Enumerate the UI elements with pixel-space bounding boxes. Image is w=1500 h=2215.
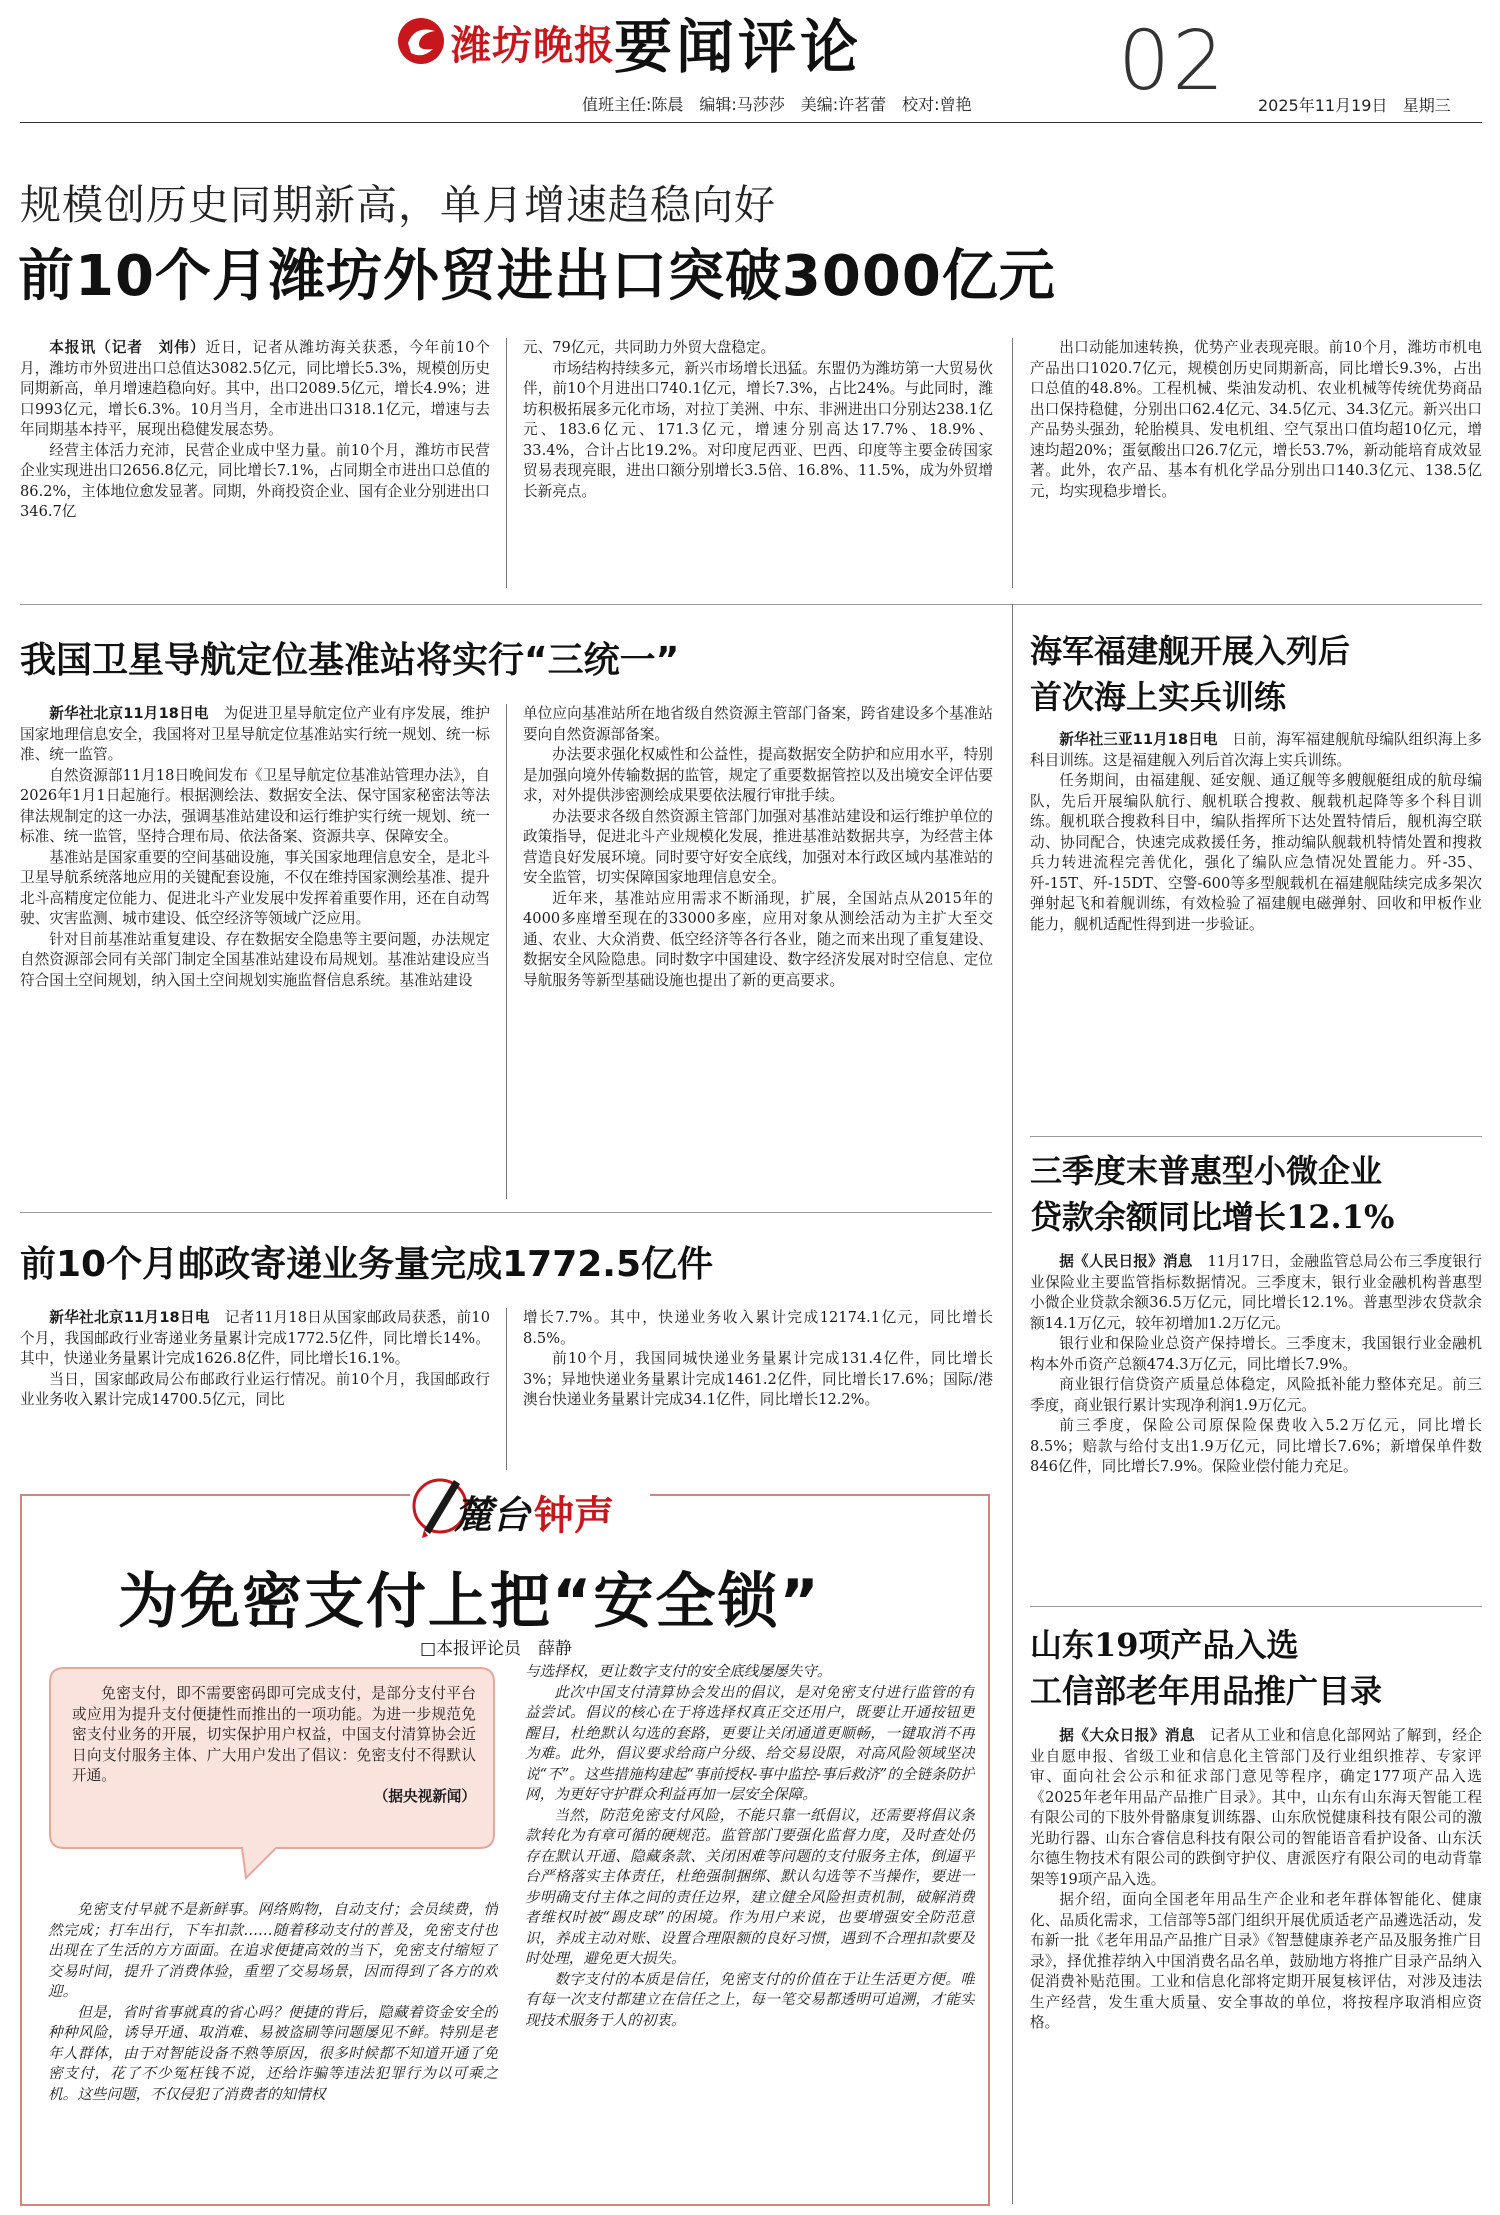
date-text: 2025年11月19日 [1258, 96, 1388, 115]
quote-box-source: （据央视新闻） [373, 1787, 476, 1805]
column-logo [410, 1470, 650, 1540]
staff-line: 值班主任:陈晨 编辑:马莎莎 美编:许茗蕾 校对:曾艳 [582, 95, 972, 114]
story2-c1-p3: 基准站是国家重要的空间基础设施，事关国家地理信息安全，是北斗卫星导航系统落地应用的关键配套设施，不仅在维持国家测绘基准、提升北斗高精度定位能力、促进北斗产业发展中发挥着重要作用，还在自动驾驶、灾害监测、城市建设、低空经济等领域广泛应用。 [20, 848, 490, 927]
side3 [1030, 1622, 1482, 2204]
commentary-c1-p1: 免密支付早就不是新鲜事。网络购物，自动支付；会员续费，悄然完成；打车出行，下车扣款……随着移动支付的普及，免密支付也出现在了生活的方方面面。在追求便捷高效的当下，免密支付缩短了交易时间，提升了消费体验，重塑了交易场景，因而得到了各方的欢迎。 [48, 1901, 498, 2000]
column-name-b: 钟声 [534, 1493, 614, 1539]
column-name-a: 麓台 [454, 1493, 531, 1537]
lead-headline: 前10个月潍坊外贸进出口突破3000亿元 [18, 244, 1056, 309]
story3-headline: 前10个月邮政寄递业务量完成1772.5亿件 [20, 1244, 714, 1285]
story2-c1-p2: 自然资源部11月18日晚间发布《卫星导航定位基准站管理办法》，自2026年1月1日起施行。根据测绘法、数据安全法、保守国家秘密法等法律法规制定的这一办法，强调基准站建设和运行维护实行统一规划、统一标准、统一监管，坚持合理布局、依法备案、资源共享、保障安全。 [20, 766, 490, 845]
story2-divider [506, 704, 507, 1199]
story2-bottom-rule [20, 1212, 992, 1213]
commentary-headline: 为免密支付上把“安全锁” [118, 1567, 821, 1637]
side1-dateline: 新华社三亚11月18日电 [1059, 731, 1218, 748]
story3-col-2 [523, 1308, 993, 1478]
masthead [0, 0, 1500, 120]
page-number: 02 [1118, 14, 1227, 109]
side2-bottom-rule [1030, 1606, 1482, 1607]
side2-p3: 商业银行信贷资产质量总体稳定，风险抵补能力整体充足。前三季度，商业银行累计实现净利润1.9万亿元。 [1030, 1376, 1482, 1414]
logo-text: 潍坊晚报 [451, 23, 615, 69]
lead-c1-p2: 经营主体活力充沛，民营企业成中坚力量。前10个月，潍坊市民营企业实现进出口2656.8亿元，同比增长7.1%，占同期全市进出口总值的86.2%，主体地位愈发显著。同期，外商投资企业、国有企业分别进出口346.7亿 [20, 441, 490, 520]
lead-c3-p1: 出口动能加速转换，优势产业表现亮眼。前10个月，潍坊市机电产品出口1020.7亿元，规模创历史同期新高，同比增长9.3%，占出口总值的48.8%。工程机械、柴油发动机、农业机械等传统优势商品出口保持稳健，分别出口62.4亿元、34.5亿元、34.3亿元。新兴出口产品势头强劲，轮胎模具、发电机组、空气泵出口值均超10亿元，增速均超20%；蛋氨酸出口26.7亿元，增长53.7%，新动能培育成效显著。此外，农产品、基本有机化学品分别出口140.3亿元、138.5亿元，均实现稳步增长。 [1030, 339, 1482, 500]
lead-c2-p2: 市场结构持续多元，新兴市场增长迅猛。东盟仍为潍坊第一大贸易伙伴，前10个月进出口740.1亿元，增长7.3%，占比24%。与此同时，潍坊积极拓展多元化市场，对拉丁美洲、中东、非洲进出口分别达238.1亿元、183.6亿元、171.3亿元，增速分别高达17.7%、18.9%、33.4%，合计占比19.2%。对印度尼西亚、巴西、印度等主要金砖国家贸易表现亮眼，进出口额分别增长3.5倍、16.8%、11.5%，成为外贸增长新亮点。 [523, 359, 993, 500]
weekday-text: 星期三 [1402, 96, 1451, 115]
masthead-rule [20, 122, 1482, 123]
commentary-c1-p2: 但是，省时省事就真的省心吗？便捷的背后，隐藏着资金安全的种种风险，诱导开通、取消难、易被盗刷等问题屡见不鲜。特别是老年人群体，由于对智能设备不熟等原因，很多时候都不知道开通了免密支付，花了不少冤枉钱不说，还给诈骗等违法犯罪行为以可乘之机。这些问题，不仅侵犯了消费者的知情权 [48, 2003, 498, 2103]
story3-dateline: 新华社北京11月18日电 [49, 1309, 210, 1326]
lead-kicker: 规模创历史同期新高，单月增速趋稳向好 [20, 181, 776, 229]
commentary-c2-p4: 数字支付的本质是信任，免密支付的价值在于让生活更方便。唯有每一次支付都建立在信任之上，每一笔交易都透明可追溯，才能实现技术服务于人的初衷。 [525, 1970, 975, 2029]
side1-headline-l1: 海军福建舰开展入列后 [1030, 632, 1351, 670]
side1-p2: 任务期间，由福建舰、延安舰、通辽舰等多艘舰艇组成的航母编队，先后开展编队航行、舰机联合搜救、舰载机起降等多个科目训练。舰机联合搜救科目中，编队指挥所下达处置特情后，舰机海空联动、协同配合，快速完成救援任务，推动编队舰载机特情处置和搜救兵力转进流程完善优化，强化了编队应急情况处置能力。歼-35、歼-15T、歼-15DT、空警-600等多型舰载机在福建舰陆续完成多架次弹射起飞和着舰训练，有效检验了福建舰电磁弹射、回收和甲板作业能力，舰机适配性得到进一步验证。 [1030, 772, 1482, 933]
story3-c1-p1: 记者11月18日从国家邮政局获悉，前10个月，我国邮政行业寄递业务量累计完成1772.5亿件，同比增长14%。其中，快递业务量累计完成1626.8亿件，同比增长16.1%。 [20, 1309, 490, 1367]
side2-p1: 11月17日，金融监管总局公布三季度银行业保险业主要监管指标数据情况。三季度末，银行业金融机构普惠型小微企业贷款余额36.5万亿元，同比增长12.1%。普惠型涉农贷款余额14.1万亿元，较年初增加1.2万亿元。 [1030, 1253, 1482, 1332]
story2-c2-p3: 办法要求各级自然资源主管部门加强对基准站建设和运行维护单位的政策指导，促进北斗产业规模化发展，推进基准站数据共享，为经营主体营造良好发展环境。同时要守好安全底线，加强对本行政区域内基准站的安全监管，切实保障国家地理信息安全。 [523, 807, 993, 886]
section-title: 要闻评论 [614, 13, 863, 81]
lead-c1-p1: 近日，记者从潍坊海关获悉，今年前10个月，潍坊市外贸进出口总值达3082.5亿元，同比增长5.3%，规模创历史同期新高，单月增速趋稳向好。其中，出口2089.5亿元，增长4.9%；进口993亿元，增长6.3%。10月当月，全市进出口318.1亿元，增速与去年同期基本持平，展现出稳健发展态势。 [20, 339, 490, 438]
story3-c2-p1: 增长7.7%。其中，快递业务收入累计完成12174.1亿元，同比增长8.5%。 [523, 1309, 993, 1347]
side2-p2: 银行业和保险业总资产保持增长。三季度末，我国银行业金融机构本外币资产总额474.3万亿元，同比增长7.9%。 [1030, 1335, 1482, 1373]
logo [395, 12, 620, 68]
side2-p4: 前三季度，保险公司原保险保费收入5.2万亿元，同比增长8.5%；赔款与给付支出1.9万亿元，同比增长7.6%；新增保单件数846亿件，同比增长7.9%。保险业偿付能力充足。 [1030, 1417, 1482, 1475]
side1-headline-l2: 首次海上实兵训练 [1030, 678, 1287, 716]
story3-c2-p2: 前10个月，我国同城快递业务量累计完成131.4亿件，同比增长3%；异地快递业务量累计完成1461.2亿件，同比增长17.6%；国际/港澳台快递业务量累计完成34.1亿件，同比增长12.2%。 [523, 1350, 993, 1408]
story3-divider [506, 1308, 507, 1478]
commentary-col-1 [48, 1900, 498, 2200]
lead-col-3 [1030, 338, 1482, 588]
sidebar-divider [1012, 604, 1013, 2204]
side3-p2: 据介绍，面向全国老年用品生产企业和老年群体智能化、健康化、品质化需求，工信部等5部门组织开展优质适老产品遴选活动，发布新一批《老年用品产品推广目录》《智慧健康养老产品及服务推广目录》，择优推荐纳入中国消费名品名单，鼓励地方将推广目录产品纳入促消费补贴范围。工业和信息化部将定期开展复核评估，对涉及违法生产经营，发生重大质量、安全事故的单位，将按程序取消相应资格。 [1030, 1891, 1482, 2031]
side2 [1030, 1148, 1482, 1636]
story2-c1-p4: 针对目前基准站重复建设、存在数据安全隐患等主要问题，办法规定自然资源部会同有关部门制定全国基准站建设布局规划。基准站建设应当符合国土空间规划，纳入国土空间规划实施监督信息系统。基准站建设 [20, 930, 490, 989]
lead-c2-p1: 元、79亿元，共同助力外贸大盘稳定。 [523, 339, 776, 356]
story3-col-1 [20, 1308, 490, 1478]
lead-divider-1 [506, 338, 507, 588]
lead-col-2 [523, 338, 993, 588]
logo-swirl-icon [395, 15, 447, 67]
story2-c1-p1: 为促进卫星导航定位产业有序发展，维护国家地理信息安全，我国将对卫星导航定位基准站实行统一规划、统一标准、统一监管。 [20, 705, 490, 763]
lead-byline: 本报讯（记者 刘伟） [49, 339, 206, 356]
side1-bottom-rule [1030, 1136, 1482, 1137]
story2-headline: 我国卫星导航定位基准站将实行“三统一” [20, 640, 680, 681]
commentary-author: □本报评论员 薛静 [420, 1639, 573, 1659]
side1-p1: 日前，海军福建舰航母编队组织海上多科目训练。这是福建舰入列后首次海上实兵训练。 [1030, 731, 1482, 769]
story2-c2-p4: 近年来，基准站应用需求不断涌现，扩展，全国站点从2015年的4000多座增至现在的33000多座，应用对象从测绘活动为主扩大至交通、农业、大众消费、低空经济等各行各业，随之而来出现了重复建设、数据安全风险隐患。同时数字中国建设、数字经济发展对时空信息、定位导航服务等新型基础设施也提出了新的更高要求。 [523, 889, 993, 989]
story2-c2-p2: 办法要求强化权威性和公益性，提高数据安全防护和应用水平，特别是加强向境外传输数据的监管，规定了重要数据管控以及出境安全评估要求，对外提供涉密测绘成果要依法履行审批手续。 [523, 746, 993, 804]
side1 [1030, 628, 1482, 1135]
commentary-col-2 [525, 1662, 975, 2200]
side2-dateline: 据《人民日报》消息 [1059, 1253, 1193, 1270]
issue-date [1258, 93, 1451, 116]
story3-c1-p2: 当日，国家邮政局公布邮政行业运行情况。前10个月，我国邮政行业业务收入累计完成14700.5亿元，同比 [20, 1370, 490, 1408]
story2-dateline: 新华社北京11月18日电 [49, 705, 209, 722]
side3-dateline: 据《大众日报》消息 [1059, 1727, 1196, 1744]
side3-headline-l2: 工信部老年用品推广目录 [1030, 1672, 1383, 1710]
side2-headline-l2: 贷款余额同比增长12.1% [1030, 1198, 1395, 1236]
commentary-c2-p1: 与选择权，更让数字支付的安全底线屡屡失守。 [525, 1663, 832, 1680]
quote-box [46, 1664, 498, 1884]
story2-col-1 [20, 704, 490, 1199]
story2-c2-p1: 单位应向基准站所在地省级自然资源主管部门备案，跨省建设多个基准站要向自然资源部备案。 [523, 705, 993, 743]
story2-col-2 [523, 704, 993, 1199]
side3-headline-l1: 山东19项产品入选 [1030, 1626, 1299, 1664]
lead-col-1 [20, 338, 490, 588]
quote-box-text: 免密支付，即不需要密码即可完成支付，是部分支付平台或应用为提升支付便捷性而推出的一项功能。为进一步规范免密支付业务的开展，切实保护用户权益，中国支付清算协会近日向支付服务主体、广大用户发出了倡议：免密支付不得默认开通。 [72, 1685, 476, 1784]
lead-divider-2 [1012, 338, 1013, 588]
lead-bottom-rule [20, 604, 1482, 605]
commentary-c2-p3: 当然，防范免密支付风险，不能只靠一纸倡议，还需要将倡议条款转化为有章可循的硬规范。监管部门要强化监督力度，及时查处仍存在默认开通、隐藏条款、关闭困难等问题的支付服务主体，倒逼平台严格落实主体责任，杜绝强制捆绑、默认勾选等不当操作，要进一步明确支付主体之间的责任边界，建立健全风险担责机制，破解消费者维权时被“踢皮球”的困境。作为用户来说，也要增强安全防范意识，养成主动对账、设置合理限额的良好习惯，遇到不合理扣款要及时处理，避免更大损失。 [525, 1806, 975, 1967]
side2-headline-l1: 三季度末普惠型小微企业 [1030, 1152, 1383, 1190]
side3-p1: 记者从工业和信息化部网站了解到，经企业自愿申报、省级工业和信息化主管部门及行业组织推荐、专家评审、面向社会公示和征求部门意见等程序，确定177项产品入选《2025年老年用品产品推广目录》。其中，山东有山东海天智能工程有限公司的下肢外骨骼康复训练器、山东欣悦健康科技有限公司的激光助行器、山东合睿信息科技有限公司的智能语音看护设备、山东沃尔德生物技术有限公司的跌倒守护仪、唐派医疗有限公司的电动背靠架等19项产品入选。 [1030, 1727, 1482, 1888]
commentary-c2-p2: 此次中国支付清算协会发出的倡议，是对免密支付进行监管的有益尝试。倡议的核心在于将选择权真正交还用户，既要让开通按钮更醒目，杜绝默认勾选的套路，更要让关闭通道更顺畅，一键取消不再为难。此外，倡议要求给商户分级、给交易设限，对高风险领域坚决说“不”。这些措施构建起“事前授权-事中监控-事后救济”的全链条防护网，为更好守护群众利益再加一层安全保障。 [525, 1683, 975, 1803]
